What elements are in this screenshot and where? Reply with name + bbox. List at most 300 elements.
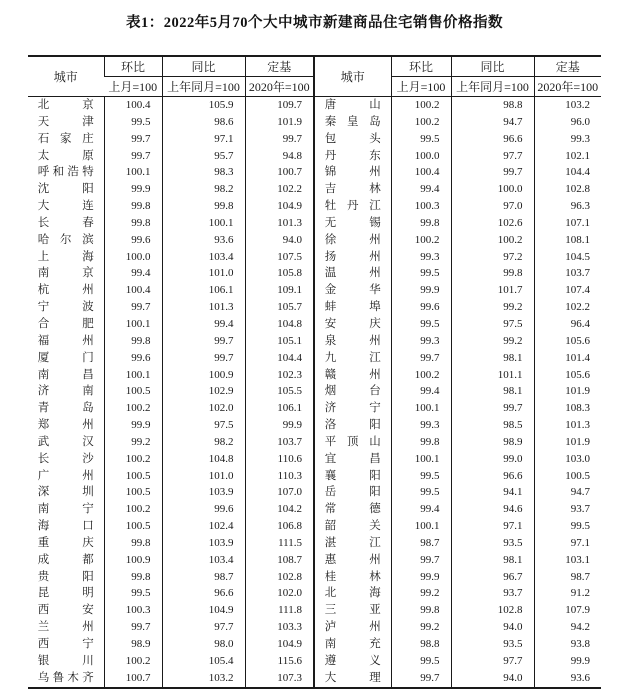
header-base-left: 定基 <box>245 56 314 77</box>
yoy-value: 96.7 <box>451 569 534 586</box>
table-row <box>28 468 601 485</box>
yoy-value: 100.9 <box>162 367 245 384</box>
table-row <box>28 198 601 215</box>
city-name: 长春 <box>37 216 94 229</box>
base-value: 101.9 <box>534 434 601 451</box>
city-cell <box>314 282 391 299</box>
base-value: 107.9 <box>534 602 601 619</box>
yoy-value: 101.3 <box>162 299 245 316</box>
table-row <box>28 636 601 653</box>
base-value: 102.8 <box>245 569 314 586</box>
yoy-value: 98.1 <box>451 552 534 569</box>
city-cell <box>28 636 104 653</box>
table-row <box>28 434 601 451</box>
base-value: 109.1 <box>245 282 314 299</box>
city-cell <box>314 232 391 249</box>
base-value: 99.7 <box>245 131 314 148</box>
table-row <box>28 585 601 602</box>
city-cell <box>28 333 104 350</box>
mom-value: 99.4 <box>391 383 451 400</box>
yoy-value: 102.6 <box>451 215 534 232</box>
mom-value: 100.2 <box>104 653 162 670</box>
city-name: 石家庄 <box>37 132 94 145</box>
city-cell <box>28 367 104 384</box>
city-name: 常德 <box>324 503 381 516</box>
city-cell <box>314 181 391 198</box>
price-index-table <box>28 55 601 689</box>
yoy-value: 98.1 <box>451 350 534 367</box>
yoy-value: 102.4 <box>162 518 245 535</box>
mom-value: 99.5 <box>391 653 451 670</box>
city-name: 南充 <box>324 638 381 650</box>
city-name: 哈尔滨 <box>37 233 94 246</box>
city-name: 吉林 <box>324 183 381 196</box>
base-value: 96.4 <box>534 316 601 333</box>
city-name: 岳阳 <box>324 486 381 499</box>
table-row <box>28 350 601 367</box>
city-cell <box>314 569 391 586</box>
city-name: 上海 <box>37 250 94 263</box>
city-cell <box>28 215 104 232</box>
table-header <box>28 56 601 97</box>
mom-value: 99.8 <box>104 333 162 350</box>
city-cell <box>314 417 391 434</box>
yoy-value: 101.0 <box>162 265 245 282</box>
base-value: 101.9 <box>245 114 314 131</box>
mom-value: 99.8 <box>391 602 451 619</box>
city-name: 宁波 <box>37 301 94 314</box>
city-name: 韶关 <box>324 520 381 533</box>
city-name: 无锡 <box>324 216 381 229</box>
city-name: 银川 <box>37 654 94 667</box>
yoy-value: 96.6 <box>451 131 534 148</box>
yoy-value: 93.5 <box>451 535 534 552</box>
yoy-value: 97.0 <box>451 198 534 215</box>
yoy-value: 95.7 <box>162 148 245 165</box>
yoy-value: 98.1 <box>451 383 534 400</box>
table-row <box>28 400 601 417</box>
base-value: 99.9 <box>534 653 601 670</box>
city-name: 海口 <box>37 520 94 533</box>
table-row <box>28 333 601 350</box>
city-cell <box>28 670 104 688</box>
city-name: 广州 <box>37 469 94 482</box>
yoy-value: 99.7 <box>162 350 245 367</box>
city-cell <box>28 148 104 165</box>
city-name: 贵阳 <box>37 570 94 583</box>
yoy-value: 98.9 <box>451 434 534 451</box>
city-cell <box>28 451 104 468</box>
city-cell <box>28 232 104 249</box>
city-cell <box>314 114 391 131</box>
base-value: 106.1 <box>245 400 314 417</box>
yoy-value: 106.1 <box>162 282 245 299</box>
city-name: 秦皇岛 <box>324 115 381 128</box>
city-cell <box>314 215 391 232</box>
table-body <box>28 97 601 688</box>
yoy-value: 93.6 <box>162 232 245 249</box>
mom-value: 100.2 <box>391 97 451 114</box>
yoy-value: 103.2 <box>162 670 245 688</box>
mom-value: 99.6 <box>391 299 451 316</box>
city-cell <box>314 333 391 350</box>
city-name: 成都 <box>37 553 94 566</box>
mom-value: 100.1 <box>391 400 451 417</box>
city-name: 福州 <box>37 334 94 347</box>
base-value: 93.6 <box>534 670 601 688</box>
city-name: 九江 <box>324 351 381 364</box>
city-cell <box>314 148 391 165</box>
mom-value: 100.1 <box>391 518 451 535</box>
base-value: 102.2 <box>245 181 314 198</box>
mom-value: 99.8 <box>104 569 162 586</box>
city-name: 西安 <box>37 604 94 617</box>
city-name: 泉州 <box>324 334 381 347</box>
base-value: 105.6 <box>534 333 601 350</box>
base-value: 107.4 <box>534 282 601 299</box>
city-cell <box>28 484 104 501</box>
mom-value: 99.7 <box>104 148 162 165</box>
yoy-value: 97.1 <box>451 518 534 535</box>
city-cell <box>28 114 104 131</box>
base-value: 104.2 <box>245 501 314 518</box>
table-row <box>28 249 601 266</box>
city-cell <box>314 636 391 653</box>
yoy-value: 99.8 <box>451 265 534 282</box>
yoy-value: 94.0 <box>451 619 534 636</box>
city-cell <box>314 299 391 316</box>
mom-value: 100.5 <box>104 383 162 400</box>
mom-value: 99.3 <box>391 249 451 266</box>
mom-value: 100.2 <box>104 451 162 468</box>
base-value: 104.9 <box>245 198 314 215</box>
table-row <box>28 299 601 316</box>
mom-value: 99.5 <box>104 114 162 131</box>
base-value: 93.7 <box>534 501 601 518</box>
yoy-value: 103.9 <box>162 535 245 552</box>
city-name: 襄阳 <box>324 469 381 482</box>
city-name: 西宁 <box>37 638 94 650</box>
yoy-value: 101.1 <box>451 367 534 384</box>
mom-value: 100.2 <box>391 232 451 249</box>
city-name: 温州 <box>324 267 381 280</box>
yoy-value: 101.0 <box>162 468 245 485</box>
city-cell <box>28 585 104 602</box>
yoy-value: 99.2 <box>451 333 534 350</box>
city-cell <box>314 265 391 282</box>
base-value: 104.4 <box>534 164 601 181</box>
base-value: 110.3 <box>245 468 314 485</box>
base-value: 96.3 <box>534 198 601 215</box>
base-value: 98.7 <box>534 569 601 586</box>
base-value: 102.2 <box>534 299 601 316</box>
yoy-value: 100.1 <box>162 215 245 232</box>
yoy-value: 97.5 <box>451 316 534 333</box>
header-base-right: 定基 <box>534 56 601 77</box>
city-cell <box>28 265 104 282</box>
mom-value: 100.3 <box>104 602 162 619</box>
city-cell <box>28 97 104 114</box>
mom-value: 99.2 <box>391 619 451 636</box>
base-value: 103.1 <box>534 552 601 569</box>
mom-value: 99.3 <box>391 417 451 434</box>
table-row <box>28 501 601 518</box>
table-row <box>28 518 601 535</box>
city-name: 金华 <box>324 284 381 297</box>
table-row <box>28 131 601 148</box>
mom-value: 99.3 <box>391 333 451 350</box>
base-value: 103.7 <box>245 434 314 451</box>
city-name: 唐山 <box>324 99 381 111</box>
yoy-value: 99.7 <box>162 333 245 350</box>
base-value: 93.8 <box>534 636 601 653</box>
mom-value: 98.7 <box>391 535 451 552</box>
table-row <box>28 164 601 181</box>
city-cell <box>28 602 104 619</box>
table-row <box>28 181 601 198</box>
city-cell <box>28 619 104 636</box>
mom-value: 99.9 <box>391 569 451 586</box>
table-row <box>28 282 601 299</box>
mom-value: 99.5 <box>391 265 451 282</box>
city-cell <box>28 569 104 586</box>
base-value: 103.7 <box>534 265 601 282</box>
base-value: 94.7 <box>534 484 601 501</box>
city-cell <box>314 451 391 468</box>
city-name: 乌鲁木齐 <box>37 671 94 684</box>
yoy-value: 93.5 <box>451 636 534 653</box>
yoy-value: 98.3 <box>162 164 245 181</box>
header-mom-base-left: 上月=100 <box>104 77 162 97</box>
mom-value: 99.5 <box>391 131 451 148</box>
header-base-base-left: 2020年=100 <box>245 77 314 97</box>
mom-value: 99.2 <box>391 585 451 602</box>
city-cell <box>28 316 104 333</box>
base-value: 102.3 <box>245 367 314 384</box>
city-cell <box>28 518 104 535</box>
city-name: 重庆 <box>37 536 94 549</box>
city-name: 呼和浩特 <box>37 166 94 179</box>
base-value: 94.2 <box>534 619 601 636</box>
city-cell <box>28 400 104 417</box>
base-value: 102.0 <box>245 585 314 602</box>
city-name: 深圳 <box>37 486 94 499</box>
table-row <box>28 535 601 552</box>
yoy-value: 104.9 <box>162 602 245 619</box>
mom-value: 100.3 <box>391 198 451 215</box>
mom-value: 100.1 <box>104 164 162 181</box>
yoy-value: 104.8 <box>162 451 245 468</box>
header-base-base-right: 2020年=100 <box>534 77 601 97</box>
mom-value: 99.7 <box>104 299 162 316</box>
city-name: 遵义 <box>324 654 381 667</box>
mom-value: 100.5 <box>104 484 162 501</box>
city-cell <box>28 131 104 148</box>
yoy-value: 97.7 <box>162 619 245 636</box>
city-cell <box>314 164 391 181</box>
mom-value: 100.9 <box>104 552 162 569</box>
city-name: 昆明 <box>37 587 94 600</box>
yoy-value: 98.5 <box>451 417 534 434</box>
city-cell <box>28 282 104 299</box>
base-value: 107.0 <box>245 484 314 501</box>
city-cell <box>28 198 104 215</box>
yoy-value: 100.0 <box>451 181 534 198</box>
city-name: 武汉 <box>37 435 94 448</box>
mom-value: 100.2 <box>391 114 451 131</box>
mom-value: 99.4 <box>391 501 451 518</box>
table-row <box>28 670 601 688</box>
yoy-value: 99.2 <box>451 299 534 316</box>
city-cell <box>314 350 391 367</box>
mom-value: 99.5 <box>104 585 162 602</box>
city-cell <box>314 535 391 552</box>
city-name: 南宁 <box>37 503 94 516</box>
yoy-value: 97.5 <box>162 417 245 434</box>
base-value: 110.6 <box>245 451 314 468</box>
city-name: 长沙 <box>37 452 94 465</box>
table-row <box>28 316 601 333</box>
city-cell <box>28 535 104 552</box>
city-name: 大理 <box>324 671 381 684</box>
mom-value: 99.5 <box>391 316 451 333</box>
yoy-value: 103.4 <box>162 552 245 569</box>
yoy-value: 99.7 <box>451 400 534 417</box>
city-cell <box>28 468 104 485</box>
city-cell <box>314 249 391 266</box>
yoy-value: 98.2 <box>162 434 245 451</box>
yoy-value: 94.7 <box>451 114 534 131</box>
city-cell <box>314 552 391 569</box>
yoy-value: 99.6 <box>162 501 245 518</box>
mom-value: 98.9 <box>104 636 162 653</box>
city-name: 宜昌 <box>324 452 381 465</box>
city-cell <box>314 653 391 670</box>
base-value: 101.9 <box>534 383 601 400</box>
base-value: 105.6 <box>534 367 601 384</box>
mom-value: 98.8 <box>391 636 451 653</box>
mom-value: 100.1 <box>391 451 451 468</box>
mom-value: 100.4 <box>104 97 162 114</box>
city-cell <box>314 501 391 518</box>
table-row <box>28 265 601 282</box>
header-yoy-base-left: 上年同月=100 <box>162 77 245 97</box>
header-mom-base-right: 上月=100 <box>391 77 451 97</box>
base-value: 111.8 <box>245 602 314 619</box>
table-row <box>28 619 601 636</box>
yoy-value: 102.8 <box>451 602 534 619</box>
yoy-value: 105.9 <box>162 97 245 114</box>
mom-value: 100.4 <box>391 164 451 181</box>
table-row <box>28 602 601 619</box>
table-row <box>28 215 601 232</box>
city-cell <box>314 585 391 602</box>
yoy-value: 99.4 <box>162 316 245 333</box>
city-cell <box>314 131 391 148</box>
base-value: 109.7 <box>245 97 314 114</box>
base-value: 100.7 <box>245 164 314 181</box>
city-cell <box>28 653 104 670</box>
mom-value: 99.6 <box>104 350 162 367</box>
base-value: 108.3 <box>534 400 601 417</box>
city-cell <box>28 552 104 569</box>
yoy-value: 94.0 <box>451 670 534 688</box>
base-value: 107.1 <box>534 215 601 232</box>
base-value: 103.3 <box>245 619 314 636</box>
city-cell <box>28 299 104 316</box>
table-row <box>28 417 601 434</box>
yoy-value: 98.0 <box>162 636 245 653</box>
mom-value: 99.9 <box>104 417 162 434</box>
base-value: 101.3 <box>534 417 601 434</box>
table-row <box>28 148 601 165</box>
mom-value: 99.2 <box>104 434 162 451</box>
table-row <box>28 97 601 114</box>
mom-value: 100.4 <box>104 282 162 299</box>
mom-value: 99.6 <box>104 232 162 249</box>
city-cell <box>28 249 104 266</box>
yoy-value: 102.9 <box>162 383 245 400</box>
city-cell <box>28 181 104 198</box>
city-cell <box>314 518 391 535</box>
mom-value: 100.2 <box>104 400 162 417</box>
header-mom-left: 环比 <box>104 56 162 77</box>
city-name: 南昌 <box>37 368 94 381</box>
mom-value: 100.5 <box>104 518 162 535</box>
city-name: 南京 <box>37 267 94 280</box>
table-row <box>28 114 601 131</box>
base-value: 101.3 <box>245 215 314 232</box>
yoy-value: 98.2 <box>162 181 245 198</box>
header-city-right: 城市 <box>314 56 391 97</box>
base-value: 97.1 <box>534 535 601 552</box>
city-name: 大连 <box>37 200 94 213</box>
yoy-value: 93.7 <box>451 585 534 602</box>
city-name: 牡丹江 <box>324 200 381 213</box>
yoy-value: 98.6 <box>162 114 245 131</box>
yoy-value: 100.2 <box>451 232 534 249</box>
mom-value: 100.2 <box>391 367 451 384</box>
city-cell <box>314 468 391 485</box>
city-name: 杭州 <box>37 284 94 297</box>
city-cell <box>314 670 391 688</box>
yoy-value: 103.4 <box>162 249 245 266</box>
mom-value: 99.8 <box>104 535 162 552</box>
base-value: 106.8 <box>245 518 314 535</box>
city-cell <box>28 383 104 400</box>
mom-value: 99.7 <box>104 131 162 148</box>
base-value: 108.7 <box>245 552 314 569</box>
city-cell <box>314 97 391 114</box>
table-row <box>28 569 601 586</box>
city-name: 平顶山 <box>324 435 381 448</box>
yoy-value: 103.9 <box>162 484 245 501</box>
yoy-value: 99.8 <box>162 198 245 215</box>
mom-value: 99.7 <box>104 619 162 636</box>
yoy-value: 96.6 <box>162 585 245 602</box>
yoy-value: 98.8 <box>451 97 534 114</box>
table-row <box>28 552 601 569</box>
city-name: 锦州 <box>324 166 381 179</box>
city-cell <box>28 417 104 434</box>
yoy-value: 102.0 <box>162 400 245 417</box>
mom-value: 100.1 <box>104 367 162 384</box>
base-value: 111.5 <box>245 535 314 552</box>
base-value: 108.1 <box>534 232 601 249</box>
city-cell <box>314 484 391 501</box>
base-value: 94.8 <box>245 148 314 165</box>
city-cell <box>28 164 104 181</box>
